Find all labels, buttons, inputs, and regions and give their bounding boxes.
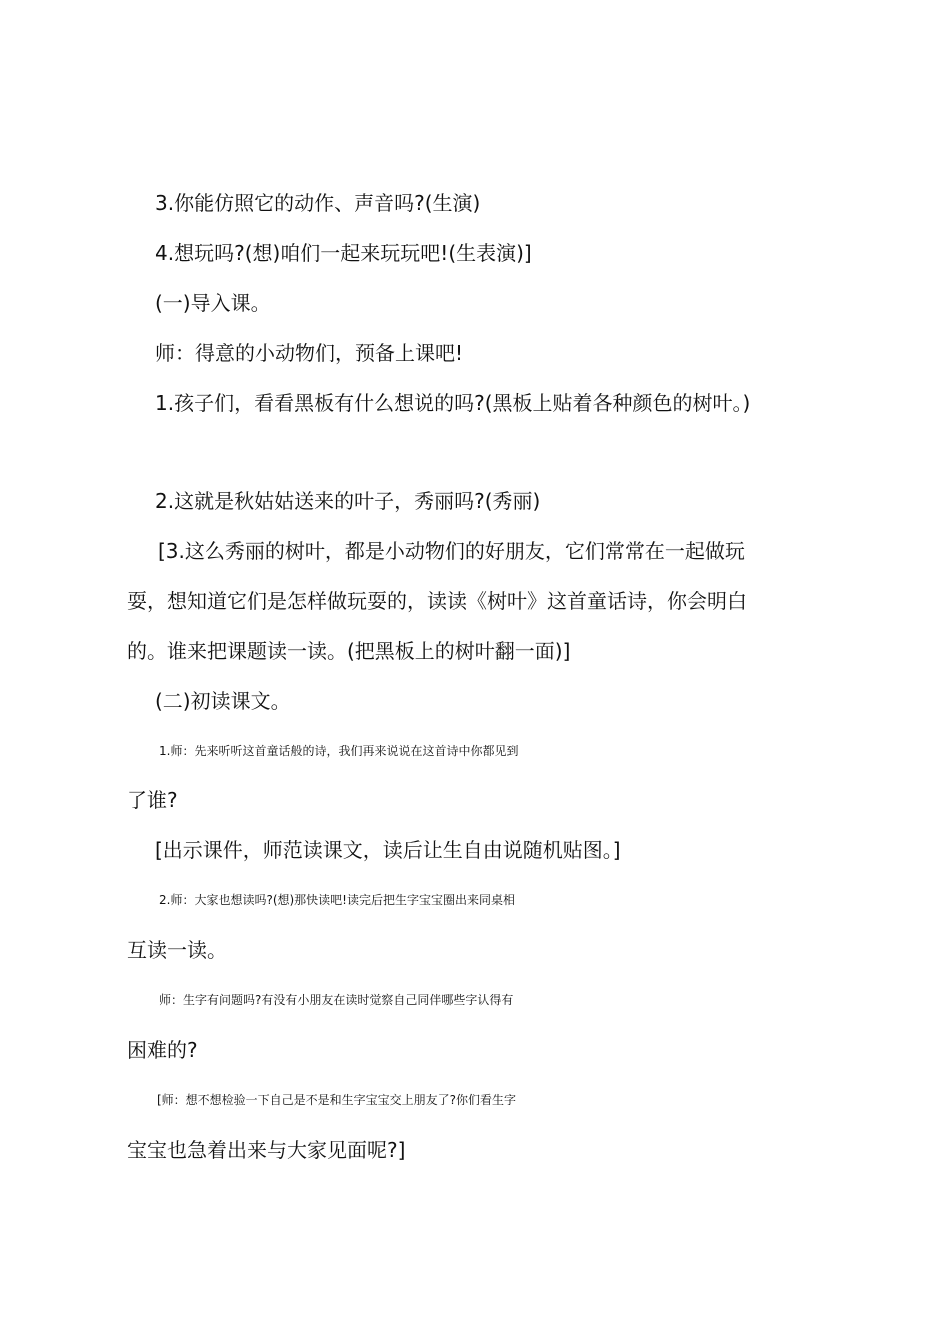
paragraph-line: 宝宝也急着出来与大家见面呢?] [127,1138,406,1162]
paragraph-line: 3.你能仿照它的动作、声音吗?(生演) [155,191,481,215]
paragraph-line: 1.孩子们，看看黑板有什么想说的吗?(黑板上贴着各种颜色的树叶。) [155,391,751,415]
section-heading: (二)初读课文。 [155,689,291,713]
paragraph-line: 互读一读。 [127,938,227,962]
section-heading: (一)导入课。 [155,291,271,315]
paragraph-line: [师：想不想检验一下自己是不是和生字宝宝交上朋友了?你们看生字 [157,1093,517,1107]
paragraph-line: 2.这就是秋姑姑送来的叶子，秀丽吗?(秀丽) [155,489,541,513]
paragraph-line: 了谁? [127,788,178,812]
paragraph-line: 耍，想知道它们是怎样做玩耍的，读读《树叶》这首童话诗，你会明白 [127,589,747,613]
paragraph-line: 师：生字有问题吗?有没有小朋友在读时觉察自己同伴哪些字认得有 [159,993,514,1007]
paragraph-line: [3.这么秀丽的树叶，都是小动物们的好朋友，它们常常在一起做玩 [158,539,745,563]
paragraph-line: 2.师：大家也想读吗?(想)那快读吧!读完后把生字宝宝圈出来同桌相 [159,893,515,907]
paragraph-line: 师：得意的小动物们，预备上课吧! [155,341,464,365]
paragraph-line: [出示课件，师范读课文，读后让生自由说随机贴图。] [155,838,621,862]
paragraph-line: 的。谁来把课题读一读。(把黑板上的树叶翻一面)] [127,639,571,663]
paragraph-line: 1.师：先来听听这首童话般的诗，我们再来说说在这首诗中你都见到 [159,744,519,758]
paragraph-line: 4.想玩吗?(想)咱们一起来玩玩吧!(生表演)] [155,241,532,265]
paragraph-line: 困难的? [127,1038,198,1062]
